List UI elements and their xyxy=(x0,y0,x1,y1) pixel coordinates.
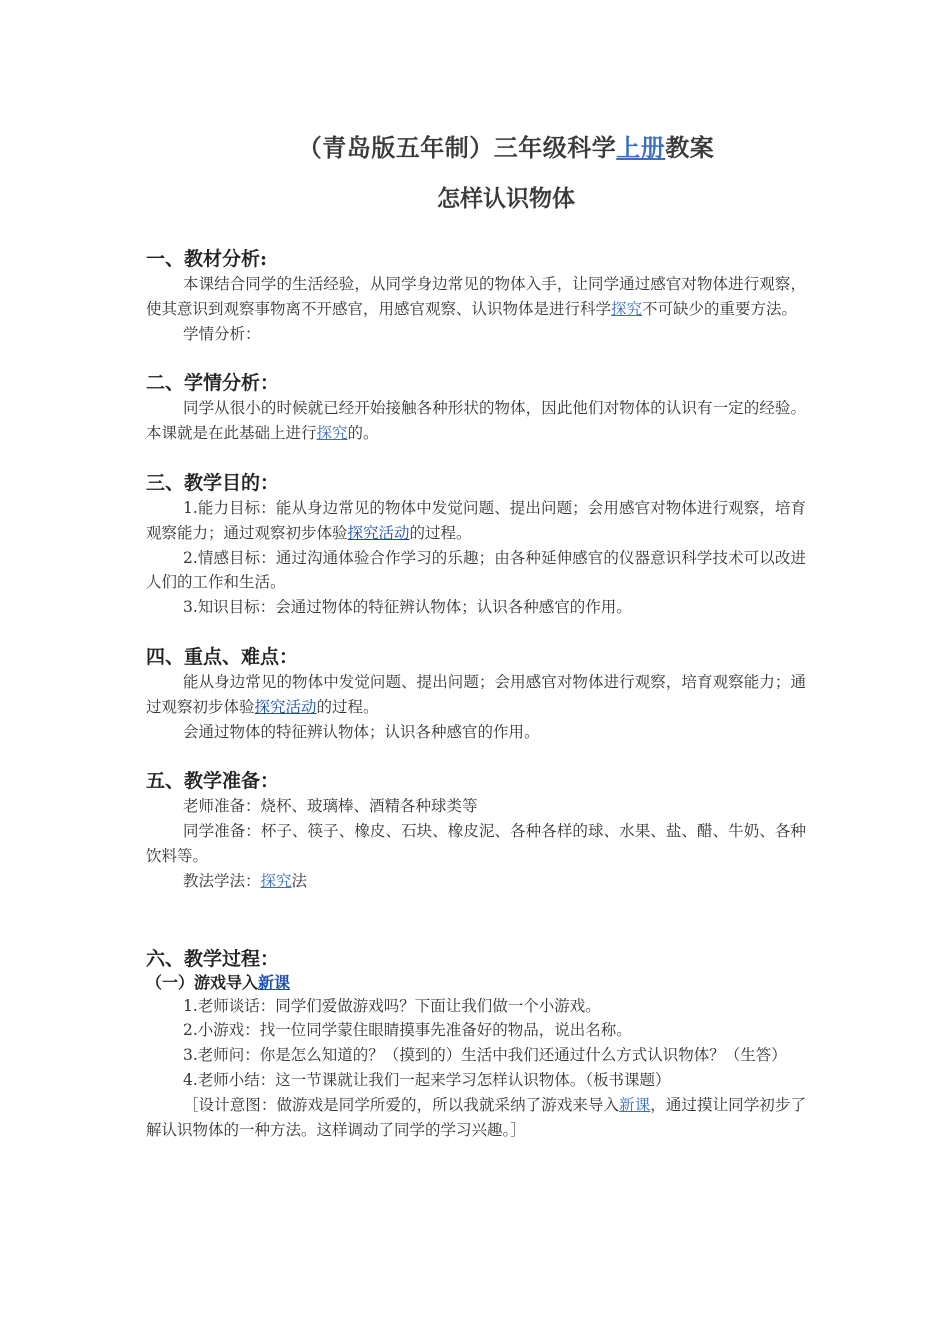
text: 的过程。 xyxy=(409,523,472,542)
document-page xyxy=(146,128,806,1142)
text: 不可缺少的重要方法。 xyxy=(642,299,798,318)
text: 的过程。 xyxy=(316,697,379,716)
paragraph: 3.老师问：你是怎么知道的？（摸到的）生活中我们还通过什么方式认识物体？（生答） xyxy=(183,1046,787,1065)
inline-link[interactable]: 探究活动 xyxy=(347,523,410,542)
subsection-heading xyxy=(146,972,806,994)
text: 本课结合同学的生活经验，从同学身边常见的物体入手，让同学通过感官对物体进行观察，使其意识到观察事物离不开感官，用感官观察、认识物体是进行科学 xyxy=(146,275,806,318)
inline-link[interactable]: 探究 xyxy=(260,871,292,890)
paragraph: 1.老师谈话：同学们爱做游戏吗？下面让我们做一个小游戏。 xyxy=(183,996,601,1015)
text: 同学从很小的时候就已经开始接触各种形状的物体，因此他们对物体的认识有一定的经验。 本课就是在此基础上进行 xyxy=(146,399,806,443)
section-heading-5: 五、教学准备： xyxy=(146,770,280,793)
section-heading-2: 二、学情分析： xyxy=(146,372,280,395)
text: 的。 xyxy=(347,424,379,443)
inline-link[interactable]: 探究 xyxy=(611,299,643,318)
section-heading-1: 一、教材分析: xyxy=(146,248,268,270)
paragraph xyxy=(146,496,806,546)
text: 法 xyxy=(291,871,308,890)
paragraph: 同学准备：杯子、筷子、橡皮、石块、橡皮泥、各种各样的球、水果、盐、醋、牛奶、各种饮料等。 xyxy=(146,822,806,865)
paragraph xyxy=(146,1093,806,1143)
paragraph xyxy=(146,869,806,894)
title-text: （青岛版五年制）三年级科学 xyxy=(297,133,617,162)
inline-link[interactable]: 探究 xyxy=(316,424,348,443)
text: ，通过摸让同学初步了解认识物体的一种方法。这样调动了同学的学习兴趣。］ xyxy=(146,1095,806,1139)
text: 教法学法： xyxy=(183,871,261,890)
paragraph xyxy=(146,396,806,446)
document-title xyxy=(206,128,806,168)
paragraph: 4.老师小结：这一节课就让我们一起来学习怎样认识物体。（板书课题） xyxy=(183,1070,671,1089)
paragraph: 2.情感目标：通过沟通体验合作学习的乐趣；由各种延伸感官的仪器意识科学技术可以改进人们的工作和生活。 xyxy=(146,548,806,592)
paragraph: 学情分析： xyxy=(183,324,261,343)
paragraph xyxy=(146,272,806,322)
inline-link[interactable]: 探究活动 xyxy=(254,697,317,716)
title-link[interactable]: 上册 xyxy=(616,133,666,162)
paragraph: 2.小游戏：找一位同学蒙住眼睛摸事先准备好的物品，说出名称。 xyxy=(183,1021,632,1040)
document-subtitle: 怎样认识物体 xyxy=(437,185,575,212)
section-heading-6: 六、教学过程： xyxy=(146,947,280,970)
inline-link[interactable]: 新课 xyxy=(258,972,291,992)
paragraph: 会通过物体的特征辨认物体；认识各种感官的作用。 xyxy=(183,722,540,741)
paragraph xyxy=(146,670,806,720)
text: 1.能力目标：能从身边常见的物体中发觉问题、提出问题；会用感官对物体进行观察，培育观察能力；通过观察初步体验 xyxy=(146,498,806,542)
text: ［设计意图：做游戏是同学所爱的，所以我就采纳了游戏来导入 xyxy=(183,1095,620,1114)
text: （一）游戏导入 xyxy=(146,972,259,992)
inline-link[interactable]: 新课 xyxy=(619,1095,651,1114)
title-text-end: 教案 xyxy=(665,133,715,162)
section-heading-3: 三、教学目的： xyxy=(146,471,280,494)
paragraph: 3.知识目标：会通过物体的特征辨认物体；认识各种感官的作用。 xyxy=(183,598,632,617)
text: 能从身边常见的物体中发觉问题、提出问题；会用感官对物体进行观察，培育观察能力；通过观察初步体验 xyxy=(146,672,806,716)
paragraph: 老师准备：烧杯、玻璃棒、酒精各种球类等 xyxy=(183,797,478,816)
section-heading-4: 四、重点、难点： xyxy=(146,645,299,668)
